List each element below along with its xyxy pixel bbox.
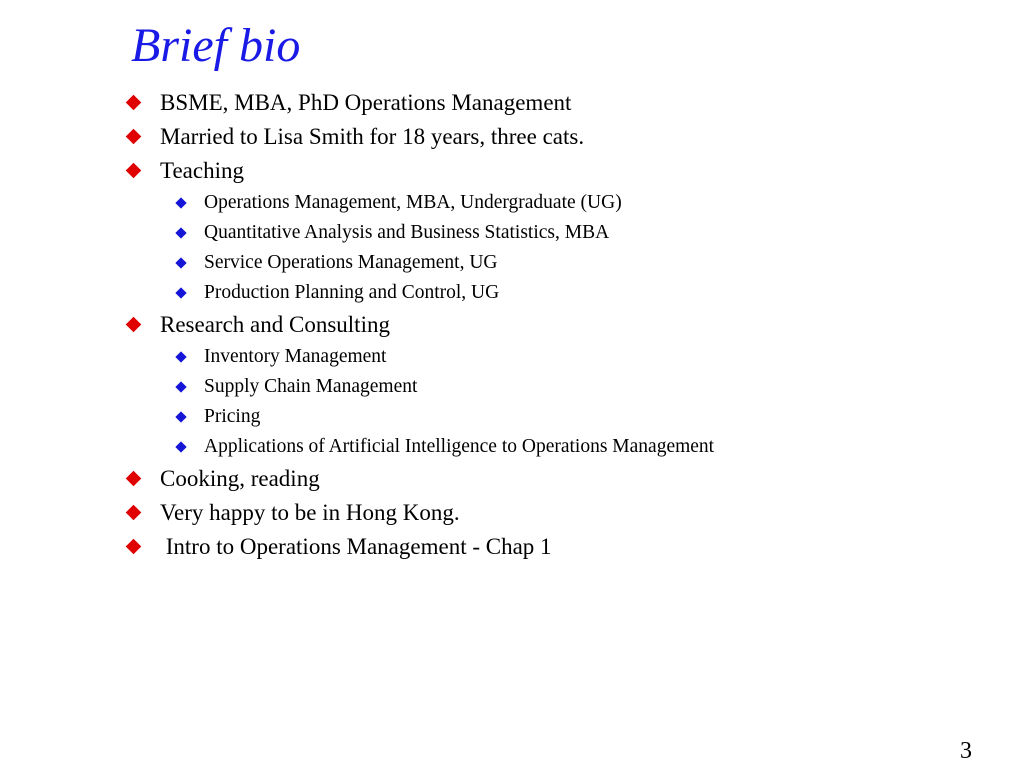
- bullet-text: Married to Lisa Smith for 18 years, three cats.: [160, 124, 585, 149]
- bullet-item: [124, 530, 1004, 564]
- blue-diamond-bullet-icon: [175, 381, 186, 392]
- blue-diamond-bullet-icon: [175, 287, 186, 298]
- red-diamond-bullet-icon: [126, 539, 142, 555]
- sub-bullet-item: [124, 372, 1004, 402]
- sub-bullet-item: [124, 432, 1004, 462]
- sub-bullet-text: Quantitative Analysis and Business Statistics, MBA: [204, 222, 610, 243]
- red-diamond-bullet-icon: [126, 471, 142, 487]
- slide-title: Brief bio: [131, 19, 301, 72]
- blue-diamond-bullet-icon: [175, 441, 186, 452]
- bullet-item: [124, 86, 1004, 120]
- sub-bullet-item: [124, 218, 1004, 248]
- bullet-list: [124, 86, 1004, 564]
- bullet-text: Research and Consulting: [160, 312, 390, 337]
- bullet-item: [124, 496, 1004, 530]
- bullet-text: Intro to Operations Management - Chap 1: [160, 534, 552, 559]
- sub-bullet-item: [124, 248, 1004, 278]
- red-diamond-bullet-icon: [126, 95, 142, 111]
- sub-bullet-item: [124, 278, 1004, 308]
- bullet-text: Cooking, reading: [160, 466, 320, 491]
- bullet-item: [124, 154, 1004, 188]
- red-diamond-bullet-icon: [126, 163, 142, 179]
- red-diamond-bullet-icon: [126, 129, 142, 145]
- bullet-item: [124, 120, 1004, 154]
- sub-bullet-text: Inventory Management: [204, 346, 387, 367]
- bullet-text: Teaching: [160, 158, 244, 183]
- blue-diamond-bullet-icon: [175, 257, 186, 268]
- blue-diamond-bullet-icon: [175, 197, 186, 208]
- sub-bullet-item: [124, 342, 1004, 372]
- sub-bullet-item: [124, 188, 1004, 218]
- blue-diamond-bullet-icon: [175, 411, 186, 422]
- sub-bullet-text: Supply Chain Management: [204, 376, 418, 397]
- blue-diamond-bullet-icon: [175, 351, 186, 362]
- red-diamond-bullet-icon: [126, 505, 142, 521]
- red-diamond-bullet-icon: [126, 317, 142, 333]
- page-number: 3: [960, 738, 972, 764]
- sub-bullet-text: Service Operations Management, UG: [204, 252, 498, 273]
- bullet-item: [124, 462, 1004, 496]
- bullet-text: BSME, MBA, PhD Operations Management: [160, 90, 572, 115]
- bullet-text: Very happy to be in Hong Kong.: [160, 500, 460, 525]
- bullet-item: [124, 308, 1004, 342]
- sub-bullet-text: Pricing: [204, 406, 261, 427]
- sub-bullet-text: Operations Management, MBA, Undergraduate (UG): [204, 192, 622, 213]
- sub-bullet-item: [124, 402, 1004, 432]
- blue-diamond-bullet-icon: [175, 227, 186, 238]
- sub-bullet-text: Production Planning and Control, UG: [204, 282, 500, 303]
- sub-bullet-text: Applications of Artificial Intelligence to Operations Management: [204, 436, 715, 457]
